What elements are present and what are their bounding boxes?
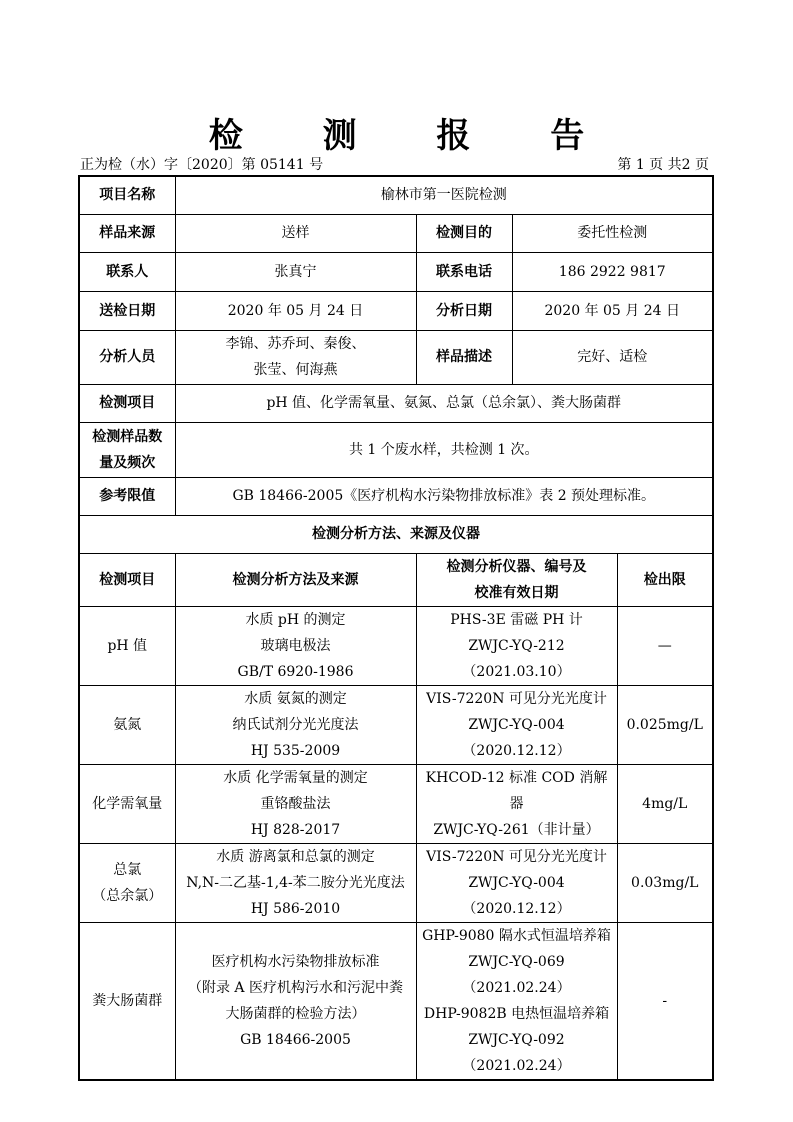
method-item-cell-line: （总余氯） xyxy=(92,887,163,904)
analysis-date-label: 分析日期 xyxy=(416,291,512,330)
row-sample-count xyxy=(79,422,713,477)
document-number: 正为检（水）字〔2020〕第 05141 号 xyxy=(80,157,324,173)
method-item-cell xyxy=(79,843,175,922)
method-limit-cell: 0.03mg/L xyxy=(617,843,713,922)
methods-header-row xyxy=(79,553,713,606)
method-row xyxy=(79,764,713,843)
method-source-cell-line: （附录 A 医疗机构污水和污泥中粪 xyxy=(187,979,403,996)
analysts-line: 李锦、苏乔珂、秦俊、 xyxy=(225,336,366,352)
row-contact xyxy=(79,252,713,291)
method-item-cell xyxy=(79,764,175,843)
method-instrument-cell-line: ZWJC-YQ-092（2021.02.24） xyxy=(462,1031,571,1074)
col-limit-header: 检出限 xyxy=(617,553,713,606)
page-number: 第 1 页 共2 页 xyxy=(617,157,709,173)
method-instrument-cell xyxy=(416,606,617,685)
method-instrument-cell-line: ZWJC-YQ-004（2020.12.12） xyxy=(462,716,571,759)
method-source-cell-line: 玻璃电极法 xyxy=(260,637,331,654)
submit-date-value: 2020 年 05 月 24 日 xyxy=(175,291,416,330)
analysts-label: 分析人员 xyxy=(79,330,175,384)
col-instrument-header-line: 检测分析仪器、编号及 xyxy=(446,558,587,575)
sample-source-value: 送样 xyxy=(175,214,416,252)
reference-value: GB 18466-2005《医疗机构水污染物排放标准》表 2 预处理标准。 xyxy=(175,477,713,515)
test-items-label: 检测项目 xyxy=(79,384,175,422)
sample-desc-label: 样品描述 xyxy=(416,330,512,384)
method-row xyxy=(79,606,713,685)
method-item-cell xyxy=(79,606,175,685)
methods-section-title: 检测分析方法、来源及仪器 xyxy=(79,515,713,553)
method-source-cell xyxy=(175,922,416,1080)
col-instrument-header-line: 校准有效日期 xyxy=(474,584,559,601)
method-limit-cell: — xyxy=(617,606,713,685)
method-row xyxy=(79,922,713,1080)
method-instrument-cell-line: ZWJC-YQ-212（2021.03.10） xyxy=(462,637,571,680)
method-source-cell-line: HJ 586-2010 xyxy=(250,900,341,917)
method-source-cell-line: 水质 pH 的测定 xyxy=(245,611,346,628)
report-table xyxy=(78,175,714,1081)
method-source-cell-line: 大肠菌群的检验方法） xyxy=(225,1005,366,1022)
method-source-cell-line: N,N-二乙基-1,4-苯二胺分光光度法 xyxy=(186,874,405,891)
project-name-label: 项目名称 xyxy=(79,176,175,214)
method-source-cell-line: 纳氏试剂分光光度法 xyxy=(232,716,359,733)
method-source-cell-line: GB/T 6920-1986 xyxy=(237,663,354,680)
method-source-cell xyxy=(175,764,416,843)
contact-label: 联系人 xyxy=(79,252,175,291)
method-item-cell-line: 总氯 xyxy=(113,861,142,878)
method-source-cell xyxy=(175,606,416,685)
method-item-cell xyxy=(79,922,175,1080)
reference-label: 参考限值 xyxy=(79,477,175,515)
method-source-cell-line: HJ 828-2017 xyxy=(250,821,341,838)
row-dates xyxy=(79,291,713,330)
method-rows xyxy=(79,606,713,1080)
sample-count-value: 共 1 个废水样，共检测 1 次。 xyxy=(175,422,713,477)
method-source-cell xyxy=(175,843,416,922)
method-source-cell-line: HJ 535-2009 xyxy=(250,742,341,759)
test-items-value: pH 值、化学需氧量、氨氮、总氯（总余氯）、粪大肠菌群 xyxy=(175,384,713,422)
row-reference xyxy=(79,477,713,515)
method-source-cell-line: GB 18466-2005 xyxy=(240,1031,351,1048)
method-source-cell-line: 医疗机构水污染物排放标准 xyxy=(211,953,380,970)
method-item-cell xyxy=(79,685,175,764)
method-instrument-cell-line: ZWJC-YQ-069（2021.02.24） xyxy=(462,953,571,996)
col-instrument-header xyxy=(416,553,617,606)
method-instrument-cell-line: VIS-7220N 可见分光光度计 xyxy=(426,690,607,707)
sample-count-label-line: 量及频次 xyxy=(99,454,156,471)
phone-value: 186 2922 9817 xyxy=(512,252,713,291)
project-name-value: 榆林市第一医院检测 xyxy=(175,176,713,214)
method-limit-cell: 4mg/L xyxy=(617,764,713,843)
method-instrument-cell-line: PHS-3E 雷磁 PH 计 xyxy=(450,611,583,628)
method-row xyxy=(79,685,713,764)
test-purpose-label: 检测目的 xyxy=(416,214,512,252)
method-instrument-cell xyxy=(416,922,617,1080)
row-test-items xyxy=(79,384,713,422)
method-source-cell xyxy=(175,685,416,764)
method-limit-cell: - xyxy=(617,922,713,1080)
phone-label: 联系电话 xyxy=(416,252,512,291)
row-analysts xyxy=(79,330,713,384)
method-instrument-cell-line: KHCOD-12 标准 COD 消解器 xyxy=(425,769,608,812)
method-source-cell-line: 水质 游离氯和总氯的测定 xyxy=(216,848,375,865)
col-method-header: 检测分析方法及来源 xyxy=(175,553,416,606)
sample-desc-value: 完好、适检 xyxy=(512,330,713,384)
col-item-header: 检测项目 xyxy=(79,553,175,606)
method-instrument-cell-line: ZWJC-YQ-004（2020.12.12） xyxy=(462,874,571,917)
analysts-line: 张莹、何海燕 xyxy=(253,362,338,378)
analysts-value xyxy=(175,330,416,384)
method-instrument-cell xyxy=(416,685,617,764)
sample-count-label xyxy=(79,422,175,477)
row-project-name xyxy=(79,176,713,214)
method-instrument-cell xyxy=(416,843,617,922)
row-section-title xyxy=(79,515,713,553)
report-title: 检 测 报 告 xyxy=(208,116,619,156)
test-purpose-value: 委托性检测 xyxy=(512,214,713,252)
method-limit-cell: 0.025mg/L xyxy=(617,685,713,764)
method-instrument-cell-line: DHP-9082B 电热恒温培养箱 xyxy=(423,1005,610,1022)
row-sample-source xyxy=(79,214,713,252)
method-item-cell-line: 粪大肠菌群 xyxy=(92,992,163,1009)
method-instrument-cell xyxy=(416,764,617,843)
method-item-cell-line: 氨氮 xyxy=(113,716,142,733)
analysis-date-value: 2020 年 05 月 24 日 xyxy=(512,291,713,330)
method-source-cell-line: 水质 化学需氧量的测定 xyxy=(223,769,368,786)
method-instrument-cell-line: GHP-9080 隔水式恒温培养箱 xyxy=(422,927,611,944)
method-instrument-cell-line: VIS-7220N 可见分光光度计 xyxy=(426,848,607,865)
sample-count-label-line: 检测样品数 xyxy=(92,428,163,445)
method-source-cell-line: 水质 氨氮的测定 xyxy=(244,690,347,707)
contact-value: 张真宁 xyxy=(175,252,416,291)
submit-date-label: 送检日期 xyxy=(79,291,175,330)
method-source-cell-line: 重铬酸盐法 xyxy=(260,795,331,812)
method-row xyxy=(79,843,713,922)
sample-source-label: 样品来源 xyxy=(79,214,175,252)
method-item-cell-line: 化学需氧量 xyxy=(92,795,163,812)
method-instrument-cell-line: ZWJC-YQ-261（非计量） xyxy=(433,821,600,838)
method-item-cell-line: pH 值 xyxy=(107,637,148,654)
